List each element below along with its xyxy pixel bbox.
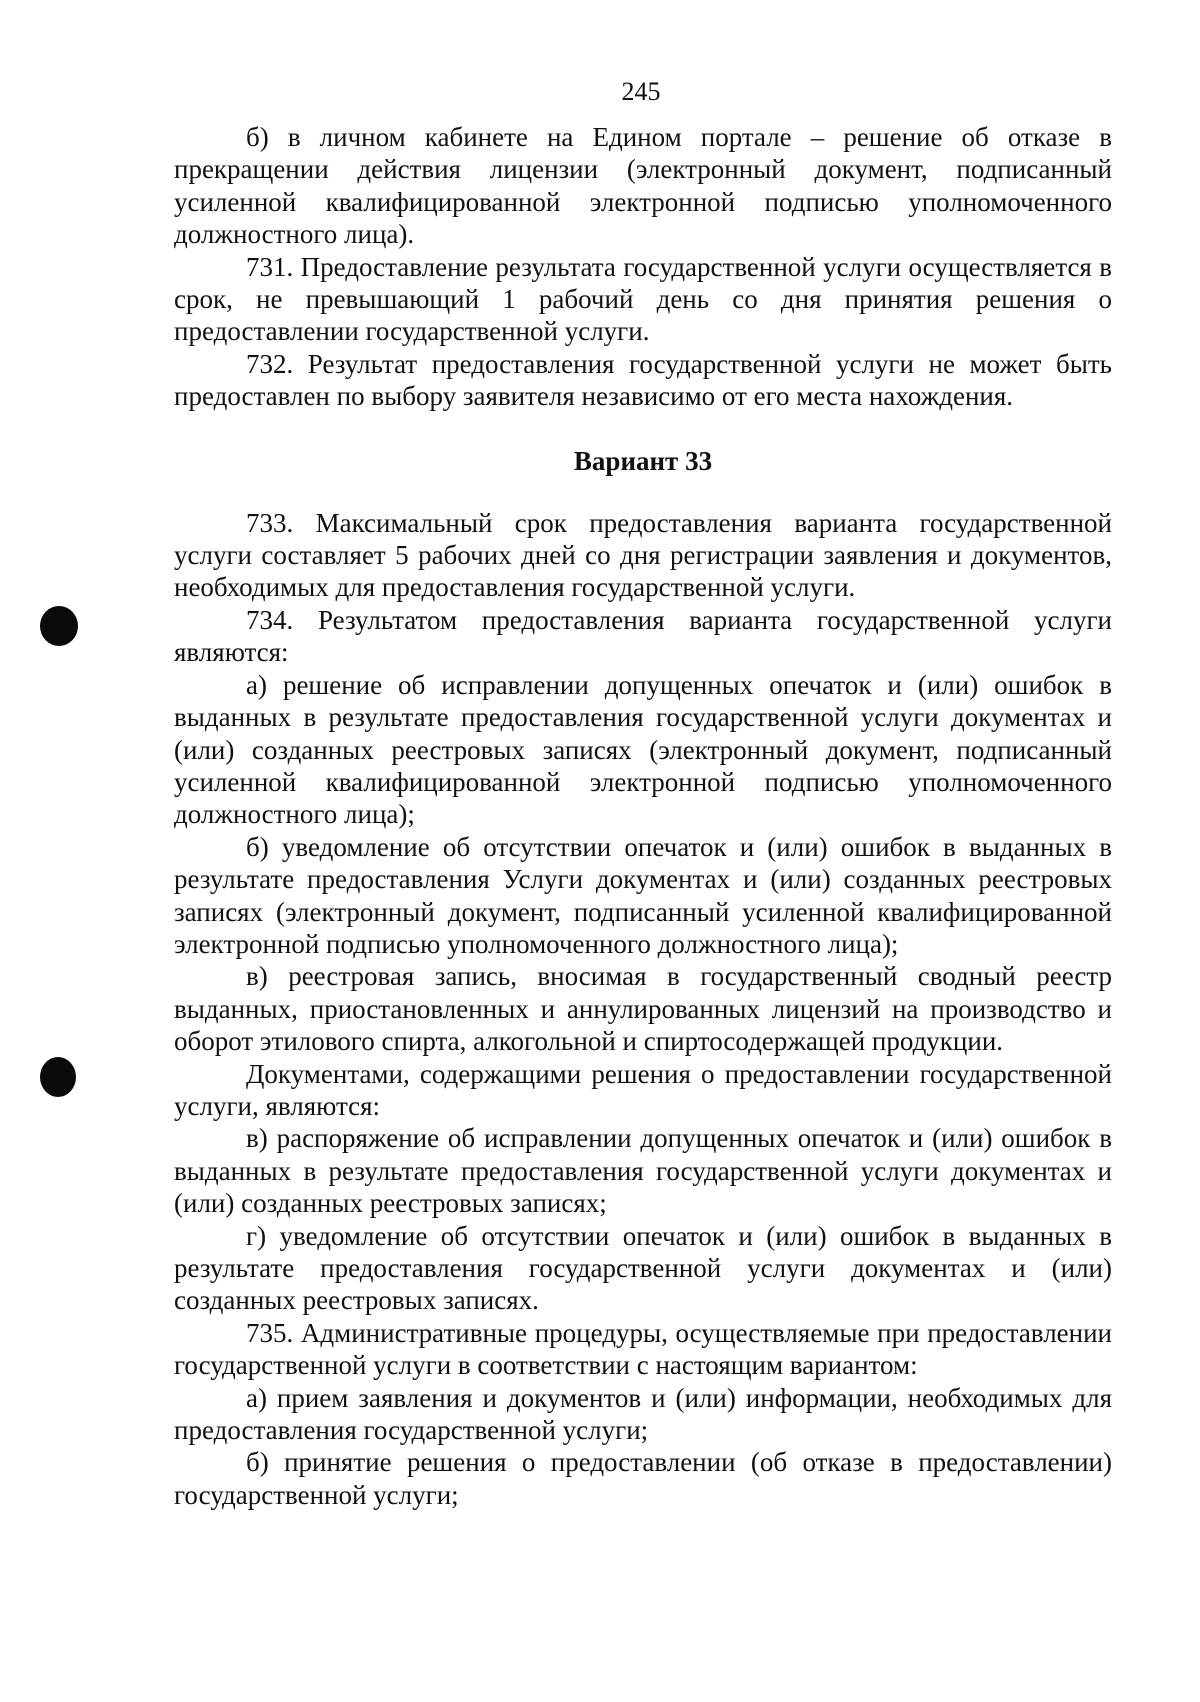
paragraph: 735. Административные процедуры, осуществляемые при предоставлении государственной услуги в соответствии с настоящим вариантом: xyxy=(174,1317,1112,1381)
paragraph: 731. Предоставление результата государственной услуги осуществляется в срок, не превышающий 1 рабочий день со дня принятия решения о предоставлении государственной услуги. xyxy=(174,251,1112,347)
list-item: а) решение об исправлении допущенных опечаток и (или) ошибок в выданных в результате предоставления государственной услуги документах и (или) созданных реестровых записях (электронный документ, подписанный усиленной квалифицированной электронной подписью уполномоченного должностного лица); xyxy=(174,669,1112,830)
page-number: 245 xyxy=(621,77,661,106)
paragraph: 733. Максимальный срок предоставления варианта государственной услуги составляет 5 рабочих дней со дня регистрации заявления и документов, необходимых для предоставления государственной услуги. xyxy=(174,507,1112,603)
list-item: б) принятие решения о предоставлении (об отказе в предоставлении) государственной услуги; xyxy=(174,1447,1112,1510)
list-item: в) реестровая запись, вносимая в государственный сводный реестр выданных, приостановленных и аннулированных лицензий на производство и оборот этилового спирта, алкогольной и спиртосодержащей продукции. xyxy=(174,961,1112,1057)
list-item: г) уведомление об отсутствии опечаток и (или) ошибок в выданных в результате предоставления государственной услуги документах и (или) созданных реестровых записях. xyxy=(174,1220,1112,1316)
section-heading: Вариант 33 xyxy=(573,445,713,476)
list-item: б) уведомление об отсутствии опечаток и (или) ошибок в выданных в результате предоставления Услуги документах и (или) созданных реестровых записях (электронный документ, подписанный усиленной квалифицированной электронной подписью уполномоченного должностного лица); xyxy=(174,831,1112,959)
document-body xyxy=(174,121,1112,1511)
punch-hole-mark xyxy=(40,606,78,646)
punch-hole-mark xyxy=(40,1057,76,1097)
paragraph: 734. Результатом предоставления варианта государственной услуги являются: xyxy=(174,604,1112,668)
paragraph: 732. Результат предоставления государственной услуги не может быть предоставлен по выбору заявителя независимо от его места нахождения. xyxy=(174,348,1112,412)
paragraph: Документами, содержащими решения о предоставлении государственной услуги, являются: xyxy=(174,1058,1112,1121)
list-item: в) распоряжение об исправлении допущенных опечаток и (или) ошибок в выданных в результате предоставления государственной услуги документах и (или) созданных реестровых записях; xyxy=(174,1123,1112,1219)
paragraph: б) в личном кабинете на Едином портале – решение об отказе в прекращении действия лицензии (электронный документ, подписанный усиленной квалифицированной электронной подписью уполномоченного должностного лица). xyxy=(174,122,1112,250)
list-item: а) прием заявления и документов и (или) информации, необходимых для предоставления государственной услуги; xyxy=(174,1382,1112,1446)
